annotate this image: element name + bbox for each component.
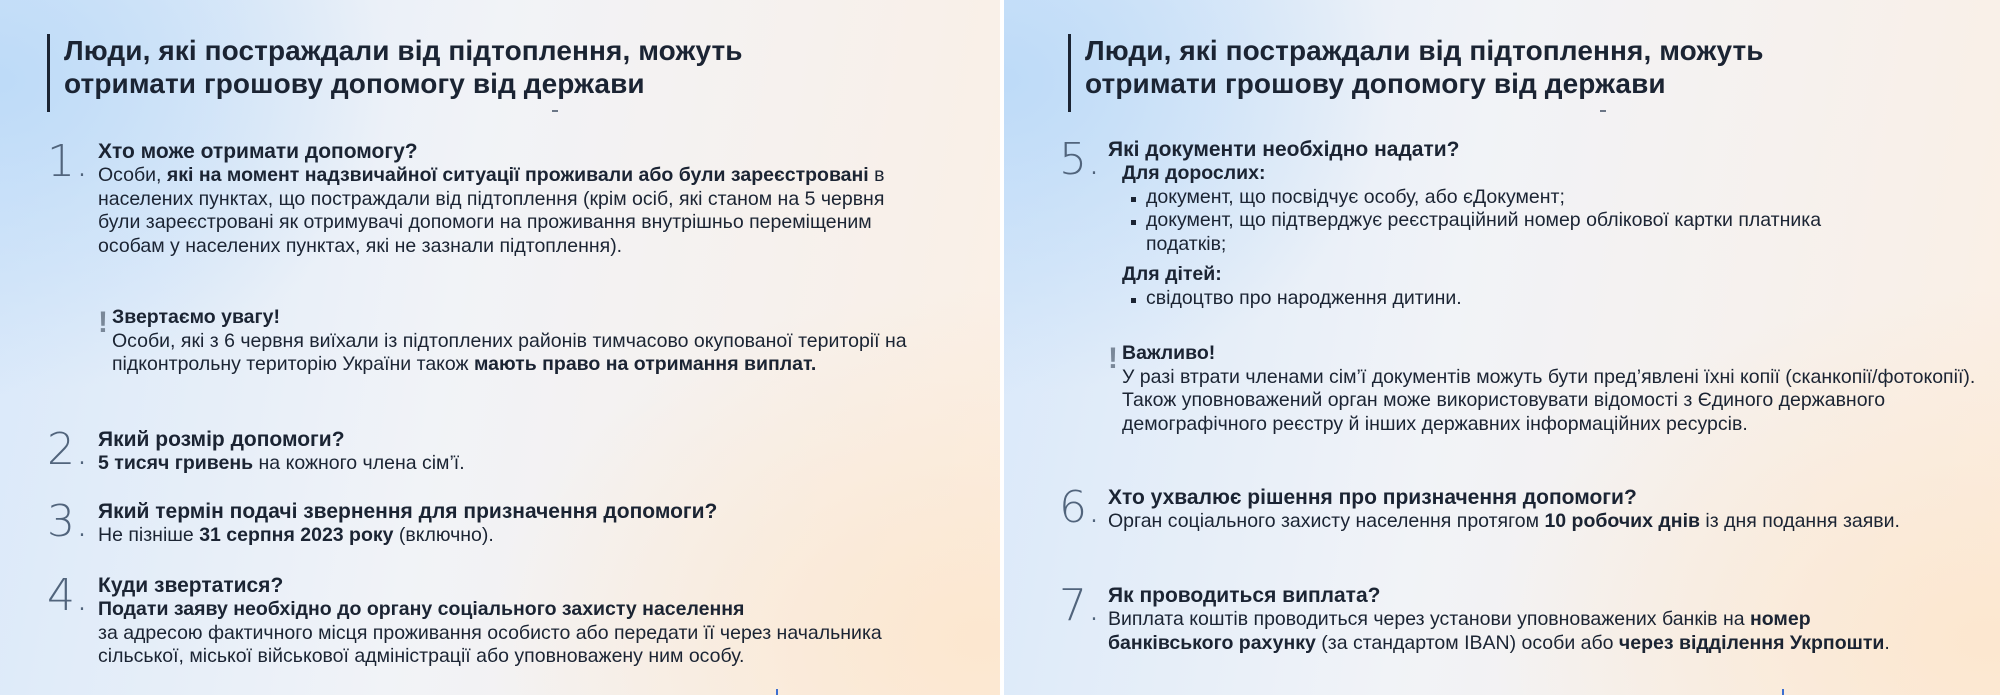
section-question: Куди звертатися? [98,574,284,597]
edge-mark [776,689,778,695]
section-answer: за адресою фактичного місця проживання особисто або передати її через начальника сільської, міської військової адміністрації або уповноважену ним особу. [98,621,882,667]
title-line-1: Люди, які постраждали від підтоплення, можуть [64,35,743,66]
notice-text: У разі втрати членами сім’ї документів можуть бути пред’явлені їхні копії (сканкопії/фотокопії). Також уповноважений орган може використовувати відомості з Єдиного державного демографічного реєстру й інших державних інформаційних ресурсів. [1122,365,1976,435]
section-number: 6. [1059,482,1101,533]
section-number: 4. [47,570,89,621]
documents-list [1108,162,1968,310]
adults-documents [1122,186,1902,257]
section-question: Який розмір допомоги? [98,428,345,451]
section-number: 1. [47,136,89,187]
exclamation-icon: ! [98,306,108,339]
title-line-2: отримати грошову допомогу від держави [1085,68,1666,99]
notice-title: Звертаємо увагу! [112,306,280,328]
title-dot [552,110,558,112]
section-question: Хто може отримати допомогу? [98,140,418,163]
section-number: 7. [1059,580,1101,631]
section-answer-bold: Подати заяву необхідно до органу соціального захисту населення [98,598,745,620]
page-title [47,34,924,112]
section-question: Як проводиться виплата? [1108,584,1381,607]
children-documents [1122,287,1968,311]
exclamation-icon: ! [1108,342,1118,375]
notice-title: Важливо! [1122,342,1216,364]
title-dot [1600,110,1606,112]
title-line-1: Люди, які постраждали від підтоплення, можуть [1085,35,1764,66]
adults-label: Для дорослих: [1122,162,1266,184]
children-label: Для дітей: [1122,263,1222,285]
section-number: 3. [47,496,89,547]
list-item: документ, що підтверджує реєстраційний номер облікової картки платника податків; [1122,209,1902,256]
list-item: свідоцтво про народження дитини. [1122,287,1968,311]
section-question: Які документи необхідно надати? [1108,138,1460,161]
list-item: документ, що посвідчує особу, або єДокумент; [1122,186,1902,210]
edge-mark [1782,689,1784,695]
right-page [1004,0,2000,695]
page-title [1068,34,1945,112]
section-answer: Орган соціального захисту населення протягом 10 робочих днів із дня подання заяви. [1108,510,1900,532]
section-number: 2. [47,424,89,475]
title-line-2: отримати грошову допомогу від держави [64,68,645,99]
section-question: Хто ухвалює рішення про призначення допомоги? [1108,486,1637,509]
section-answer: Не пізніше 31 серпня 2023 року (включно). [98,524,494,546]
section-answer: 5 тисяч гривень на кожного члена сім’ї. [98,452,465,474]
notice-text: Особи, які з 6 червня виїхали із підтоплених районів тимчасово окупованої території на підконтрольну територію України також мають право на отримання виплат. [112,329,907,375]
section-question: Який термін подачі звернення для призначення допомоги? [98,500,718,523]
section-answer: Особи, які на момент надзвичайної ситуації проживали або були зареєстровані в населених пунктах, що постраждали від підтоплення (крім осіб, які станом на 5 червня були зареєстровані як отримувачі допомоги на проживання внутрішньо переміщеним особам у населених пунктах, які не зазнали підтоплення). [98,164,885,257]
section-answer: Виплата коштів проводиться через установи уповноважених банків на номер банківського рахунку (за стандартом IBAN) особи або через відділення Укрпошти. [1108,608,1890,654]
section-number: 5. [1059,134,1101,185]
